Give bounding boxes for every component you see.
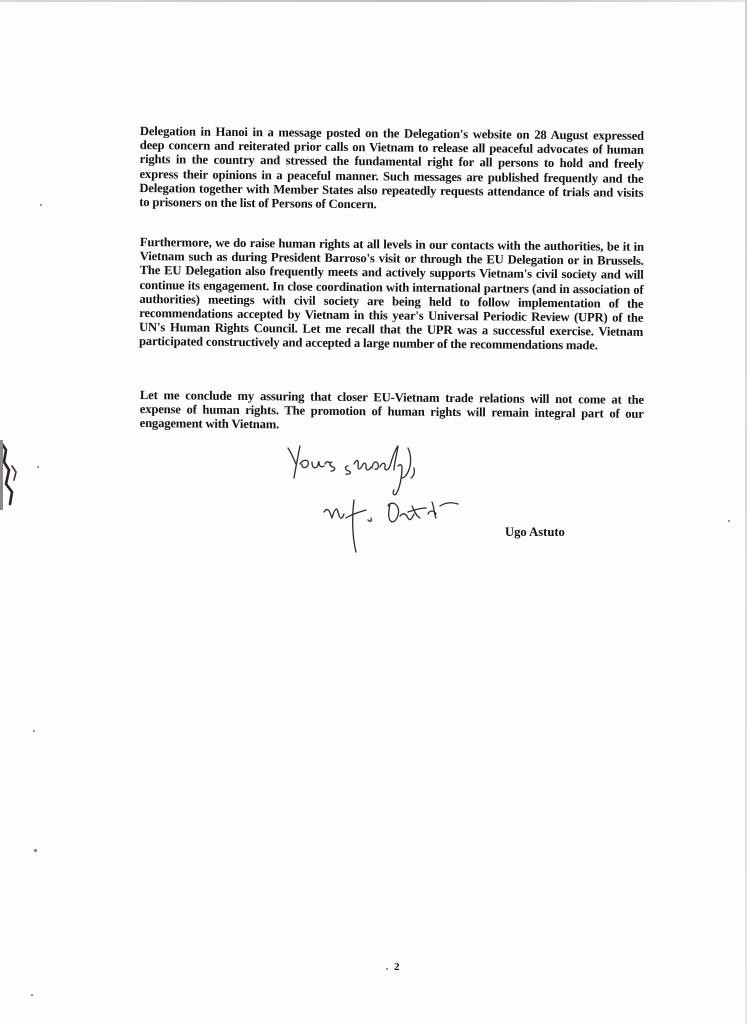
body-paragraph: Let me conclude my assuring that closer EU-Vietnam trade relations will not come at the expense of human rights. The promotion of human rights will remain integral part of our engagement with Vietnam. (139, 388, 644, 432)
page-number: 2 (394, 961, 400, 973)
scan-speck (33, 730, 35, 732)
scan-speck (34, 849, 37, 852)
handwritten-signature (280, 440, 480, 560)
body-paragraph: Furthermore, we do raise human rights at all levels in our contacts with the authorities, be it in Vietnam such as during President Barroso's visit or through the EU Delegation or in Brussels. The EU Delegation also frequently meets and actively supports Vietnam's civil society and will continue its engagement. In close coordination with international partners (and in association of authorities) meetings with civil society are being held to follow implementation of the recommendations accepted by Vietnam in this year's Universal Periodic Review (UPR) of the UN's Human Rights Council. Let me recall that the UPR was a successful exercise. Vietnam participated constructively and accepted a large number of the recommendations made. (138, 235, 644, 353)
scan-speck (728, 520, 730, 522)
scan-edge-top (0, 0, 747, 2)
signatory-name: Ugo Astuto (505, 525, 565, 539)
scan-speck (40, 204, 42, 206)
scan-speck (31, 994, 33, 996)
scan-speck (37, 466, 39, 468)
body-paragraph: Delegation in Hanoi in a message posted on the Delegation's website on 28 August expressed deep concern and reiterated prior calls on Vietnam to release all peaceful advocates of human rights in the country and stressed the fundamental right for all persons to hold and freely express their opinions in a peaceful manner. Such messages are published frequently and the Delegation together with Member States also repeatedly requests attendance of trials and visits to prisoners on the list of Persons of Concern. (139, 124, 644, 212)
binder-clip-mark (0, 440, 22, 510)
scan-speck (386, 968, 388, 970)
